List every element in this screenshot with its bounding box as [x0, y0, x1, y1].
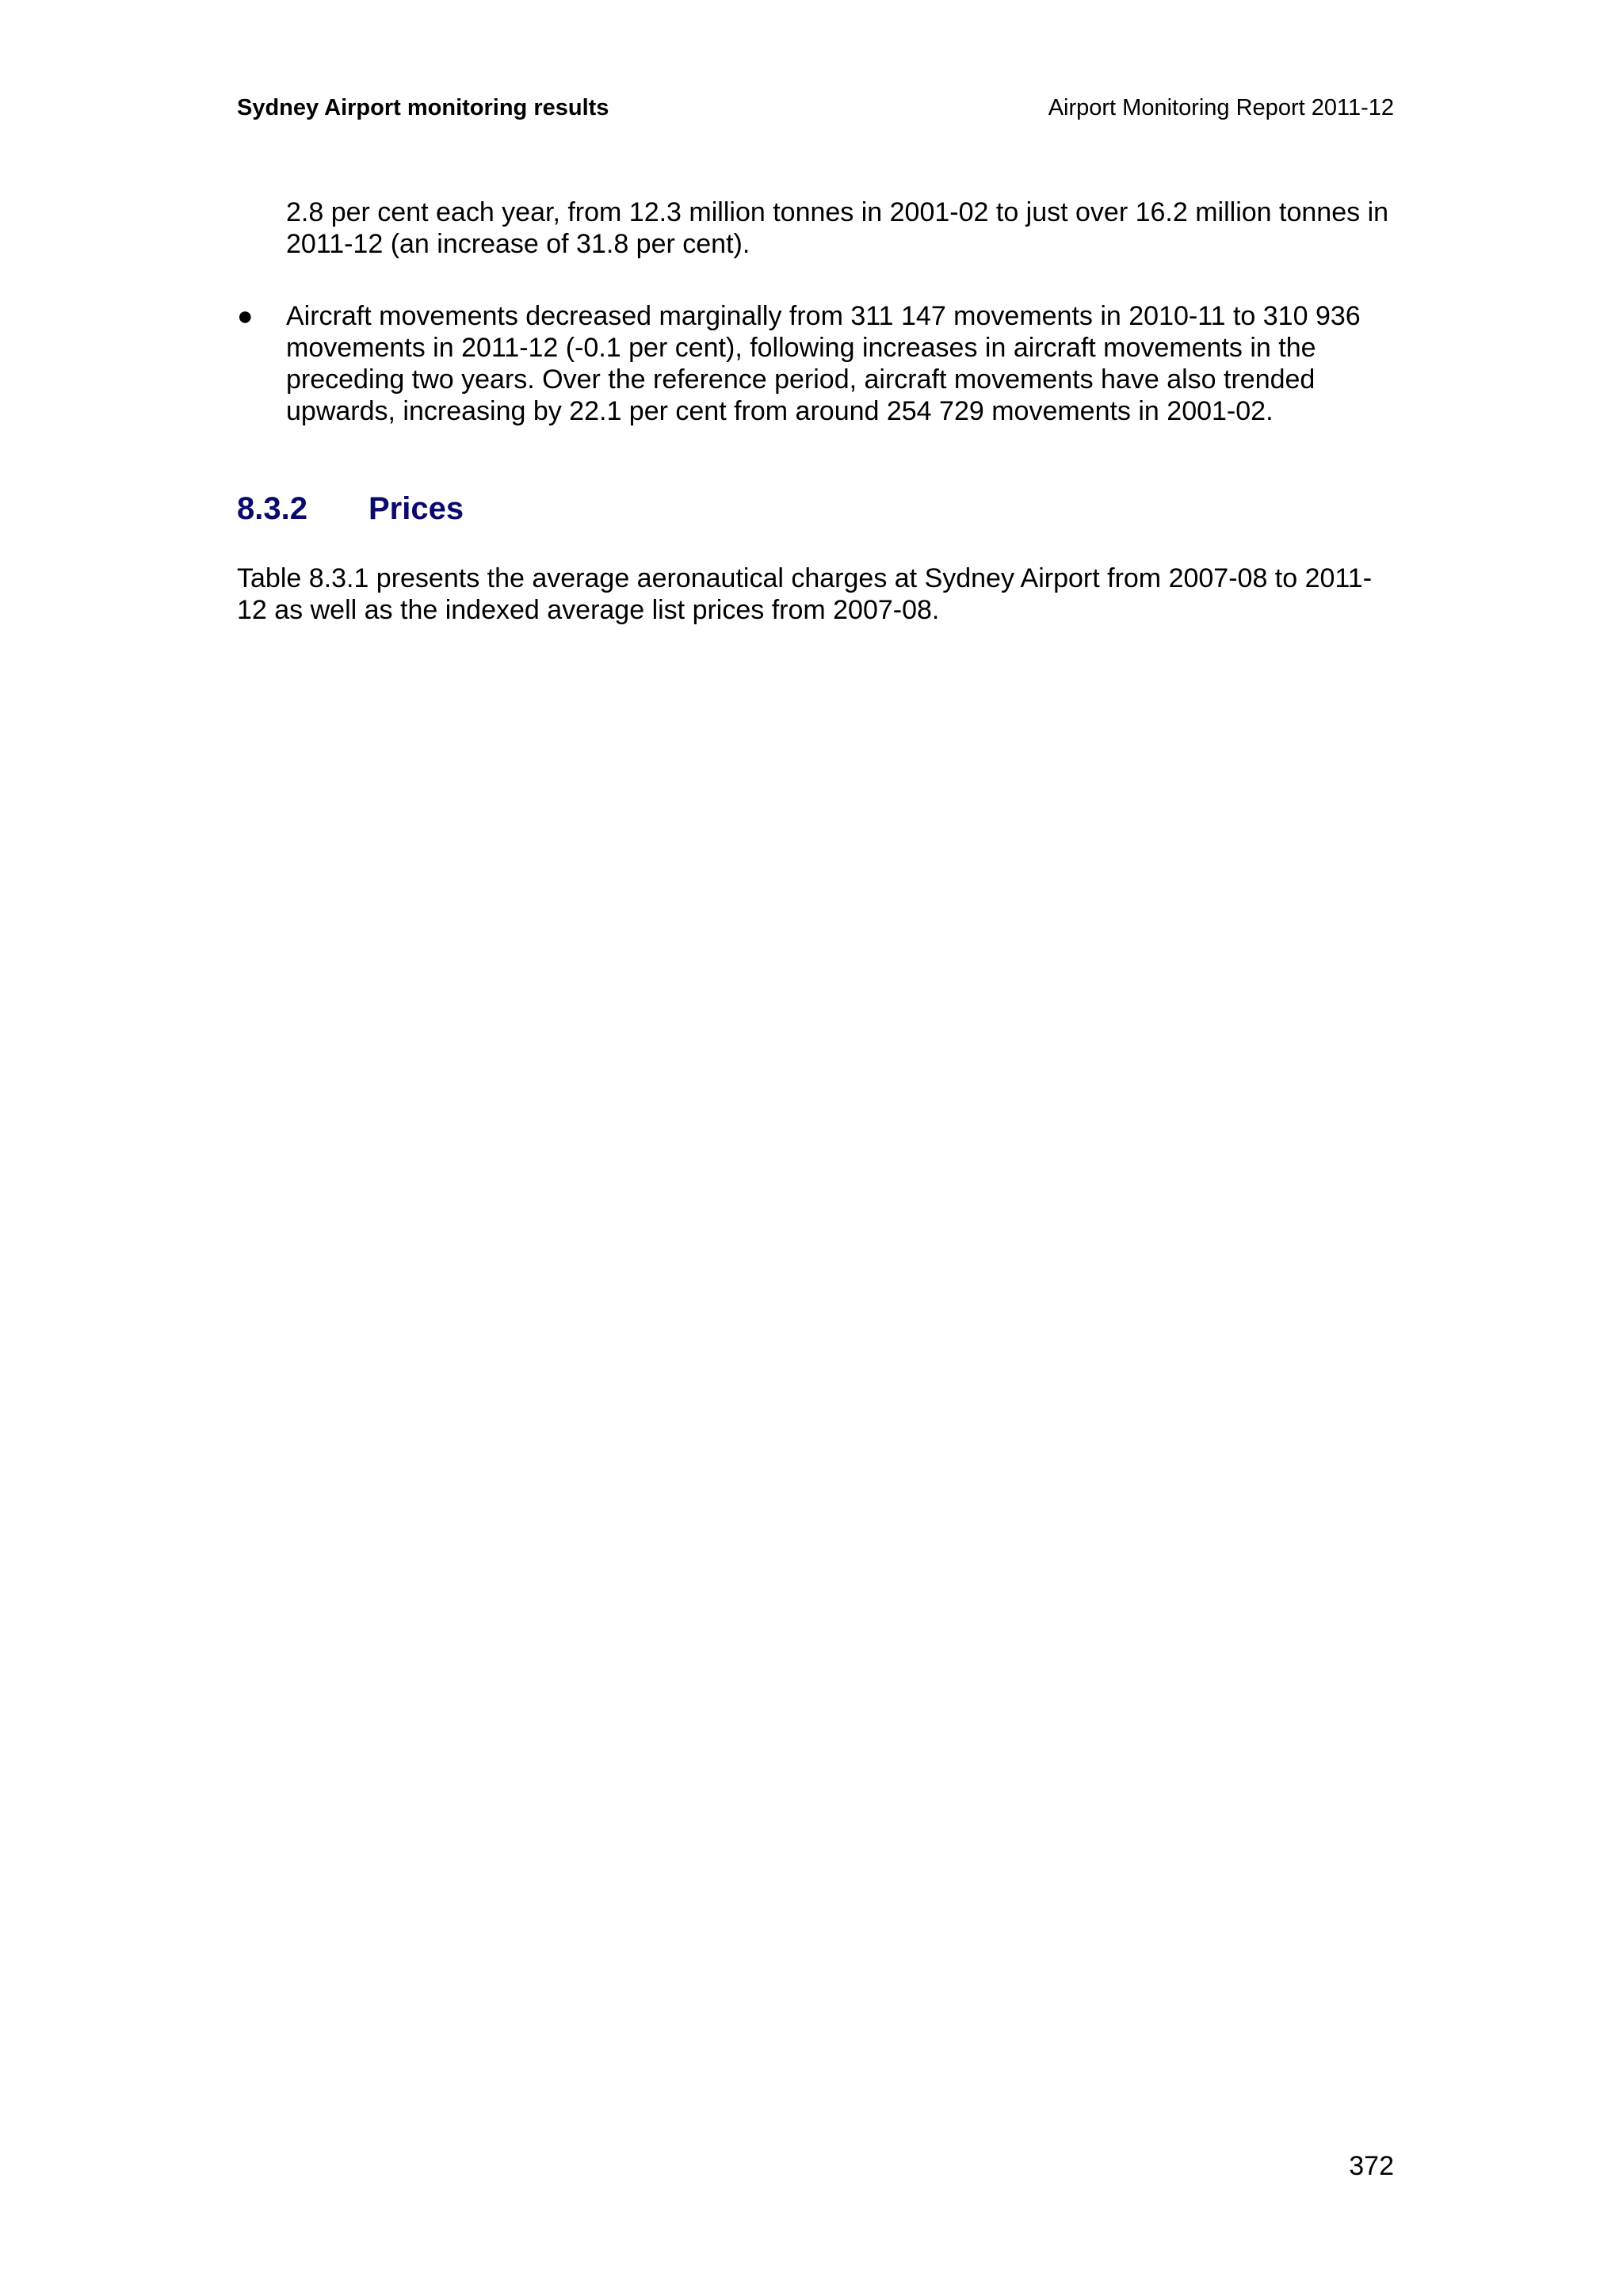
- bullet-text: Aircraft movements decreased marginally from 311 147 movements in 2010-11 to 310 936 movements in 2011-12 (-0.1 per cent), following increases in aircraft movements in the preceding two years. Over the reference period, aircraft movements have also trended upwards, increasing by 22.1 per cent from around 254 729 movements in 2001-02.: [286, 301, 1361, 426]
- section-number: 8.3.2: [237, 491, 307, 526]
- bullet-icon: ●: [237, 301, 254, 331]
- section-paragraph: Table 8.3.1 presents the average aeronautical charges at Sydney Airport from 2007-08 to 2011-12 as well as the indexed average list prices from 2007-08.: [237, 563, 1373, 625]
- section-title: Prices: [369, 491, 464, 526]
- section-heading: [237, 491, 464, 527]
- running-header-report-title: Airport Monitoring Report 2011-12: [1048, 95, 1394, 120]
- continued-paragraph: 2.8 per cent each year, from 12.3 million tonnes in 2001-02 to just over 16.2 million tonnes in 2011-12 (an increase of 31.8 per cent).: [286, 197, 1389, 259]
- page-number: 372: [1349, 2151, 1394, 2181]
- running-header-section: Sydney Airport monitoring results: [237, 95, 609, 120]
